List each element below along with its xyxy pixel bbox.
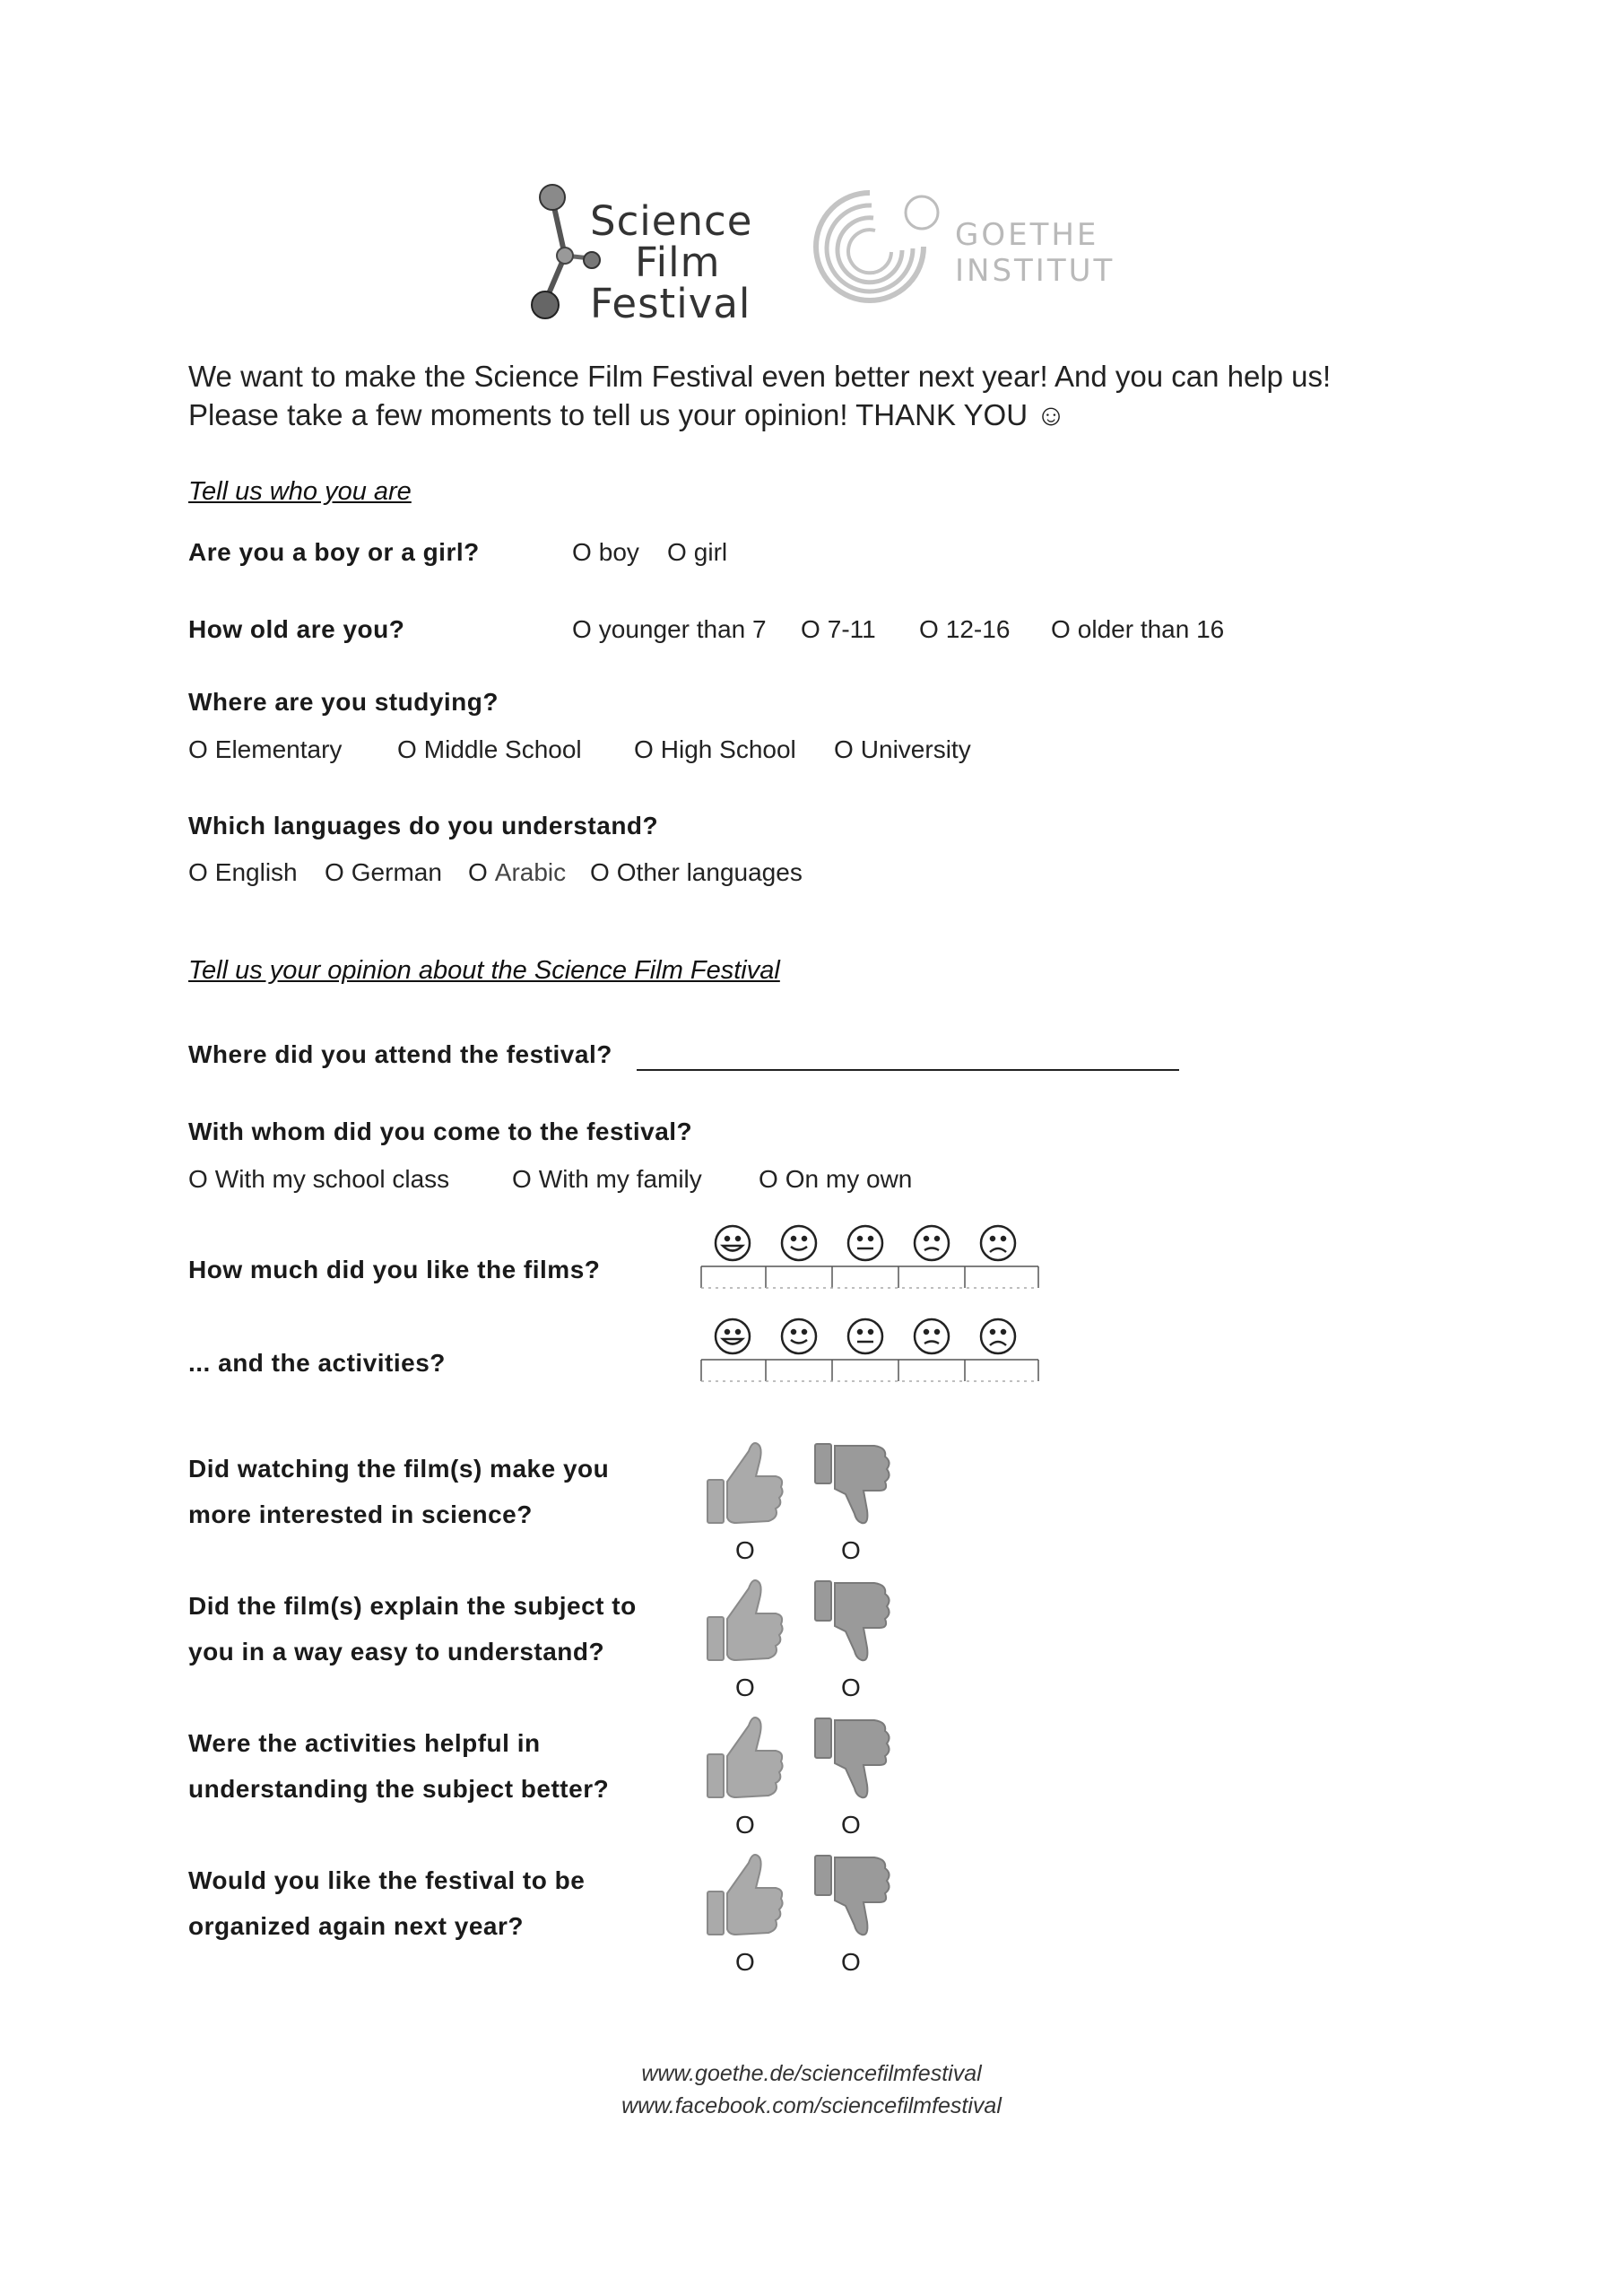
no-radio-circle[interactable]: O	[841, 1811, 861, 1839]
section-heading-opinion: Tell us your opinion about the Science Film Festival	[188, 956, 780, 985]
intro-text	[188, 357, 1331, 434]
thumbs-up-icon	[704, 1435, 785, 1534]
logo-word-science: Science	[590, 197, 753, 245]
option-english[interactable]	[188, 858, 298, 887]
option-label: younger than 7	[598, 615, 767, 643]
very-sad-face-icon	[981, 1319, 1015, 1353]
sad-face-icon	[915, 1319, 949, 1353]
section-heading-who: Tell us who you are	[188, 477, 412, 506]
films-smiley-scale	[699, 1222, 1040, 1293]
option-high-school[interactable]	[634, 735, 796, 764]
neutral-face-icon	[848, 1319, 882, 1353]
thumbs-down-icon	[812, 1572, 892, 1671]
goethe-arcs-icon	[807, 184, 950, 327]
radio-circle[interactable]: O	[572, 538, 592, 566]
option-label: High School	[660, 735, 796, 763]
footer-url-facebook[interactable]: www.facebook.com/sciencefilmfestival	[621, 2093, 1002, 2118]
radio-circle[interactable]: O	[397, 735, 417, 763]
option-girl[interactable]	[667, 538, 727, 567]
option-elementary[interactable]	[188, 735, 342, 764]
yes-radio-circle[interactable]: O	[735, 1536, 755, 1564]
happy-face-icon	[782, 1226, 816, 1260]
question-yesno-2	[188, 1583, 637, 1674]
logo-word-film: Film	[635, 239, 721, 286]
option-label: English	[214, 858, 298, 886]
thumbs-down-icon	[812, 1709, 892, 1808]
very-happy-face-icon	[716, 1319, 750, 1353]
option-label: Arabic	[494, 858, 567, 886]
checkbox-circle[interactable]: O	[188, 858, 208, 886]
happy-face-icon	[782, 1319, 816, 1353]
radio-circle[interactable]: O	[1051, 615, 1071, 643]
question-line: you in a way easy to understand?	[188, 1638, 605, 1665]
option-other-languages[interactable]	[590, 858, 803, 887]
rating-tick-bar	[701, 1266, 1038, 1288]
option-label: Middle School	[423, 735, 582, 763]
option-label: 7-11	[827, 615, 876, 643]
option-boy[interactable]	[572, 538, 639, 567]
question-films-rating: How much did you like the films?	[188, 1256, 601, 1283]
smiley-scale-faces	[699, 1315, 1040, 1387]
question-line: more interested in science?	[188, 1500, 533, 1528]
neutral-face-icon	[848, 1226, 882, 1260]
option-label: girl	[693, 538, 728, 566]
yes-radio-circle[interactable]: O	[735, 1674, 755, 1701]
where-attend-answer-line[interactable]	[637, 1069, 1179, 1071]
option-label: University	[860, 735, 971, 763]
radio-circle[interactable]: O	[834, 735, 854, 763]
option-on-my-own[interactable]	[759, 1165, 912, 1194]
option-middle-school[interactable]	[397, 735, 582, 764]
question-line: Would you like the festival to be	[188, 1866, 586, 1894]
option-label: Elementary	[214, 735, 343, 763]
logo-word-festival: Festival	[590, 280, 751, 327]
footer-url-goethe[interactable]: www.goethe.de/sciencefilmfestival	[641, 2061, 982, 2086]
radio-circle[interactable]: O	[188, 1165, 208, 1193]
checkbox-circle[interactable]: O	[325, 858, 344, 886]
question-line: Did watching the film(s) make you	[188, 1455, 610, 1483]
question-line: Were the activities helpful in	[188, 1729, 541, 1757]
radio-circle[interactable]: O	[512, 1165, 532, 1193]
thumbs-up-icon	[704, 1572, 785, 1671]
sad-face-icon	[915, 1226, 949, 1260]
yes-radio-circle[interactable]: O	[735, 1811, 755, 1839]
radio-circle[interactable]: O	[801, 615, 820, 643]
option-university[interactable]	[834, 735, 971, 764]
option-label: Other languages	[616, 858, 803, 886]
radio-circle[interactable]: O	[759, 1165, 778, 1193]
question-where-attend: Where did you attend the festival?	[188, 1040, 612, 1068]
option-family[interactable]	[512, 1165, 702, 1194]
smiley-scale-faces	[699, 1222, 1040, 1293]
very-sad-face-icon	[981, 1226, 1015, 1260]
question-yesno-4	[188, 1857, 585, 1949]
radio-circle[interactable]: O	[919, 615, 939, 643]
option-label: With my family	[538, 1165, 702, 1193]
option-age-younger-than-7[interactable]	[572, 615, 767, 644]
option-label: On my own	[785, 1165, 913, 1193]
intro-line-2: Please take a few moments to tell us your opinion! THANK YOU ☺	[188, 398, 1066, 431]
question-languages: Which languages do you understand?	[188, 812, 659, 839]
radio-circle[interactable]: O	[634, 735, 654, 763]
very-happy-face-icon	[716, 1226, 750, 1260]
question-line: organized again next year?	[188, 1912, 524, 1940]
option-age-12-16[interactable]	[919, 615, 1010, 644]
science-film-festival-logo	[529, 179, 753, 332]
question-line: understanding the subject better?	[188, 1775, 610, 1803]
checkbox-circle[interactable]: O	[590, 858, 610, 886]
option-arabic[interactable]	[468, 858, 566, 887]
radio-circle[interactable]: O	[667, 538, 687, 566]
radio-circle[interactable]: O	[188, 735, 208, 763]
institut-word: INSTITUT	[955, 253, 1115, 289]
intro-line-1: We want to make the Science Film Festival even better next year! And you can help us!	[188, 360, 1332, 393]
checkbox-circle[interactable]: O	[468, 858, 488, 886]
option-german[interactable]	[325, 858, 442, 887]
question-age: How old are you?	[188, 615, 405, 643]
no-radio-circle[interactable]: O	[841, 1948, 861, 1976]
question-activities-rating: ... and the activities?	[188, 1349, 446, 1377]
question-yesno-1	[188, 1446, 609, 1537]
question-gender: Are you a boy or a girl?	[188, 538, 480, 566]
question-study: Where are you studying?	[188, 688, 499, 716]
option-label: older than 16	[1077, 615, 1225, 643]
yes-radio-circle[interactable]: O	[735, 1948, 755, 1976]
activities-smiley-scale	[699, 1315, 1040, 1387]
option-label: German	[351, 858, 442, 886]
no-radio-circle[interactable]: O	[841, 1674, 861, 1701]
option-label: boy	[598, 538, 639, 566]
goethe-institut-logo	[807, 184, 1115, 327]
question-with-whom: With whom did you come to the festival?	[188, 1118, 693, 1145]
no-radio-circle[interactable]: O	[841, 1536, 861, 1564]
option-label: With my school class	[214, 1165, 450, 1193]
question-line: Did the film(s) explain the subject to	[188, 1592, 637, 1620]
thumbs-down-icon	[812, 1847, 892, 1945]
question-yesno-3	[188, 1720, 609, 1812]
goethe-word: GOETHE	[955, 217, 1099, 253]
thumbs-up-icon	[704, 1847, 785, 1945]
option-school-class[interactable]	[188, 1165, 449, 1194]
thumbs-up-icon	[704, 1709, 785, 1808]
option-label: 12-16	[945, 615, 1011, 643]
option-age-7-11[interactable]	[801, 615, 876, 644]
radio-circle[interactable]: O	[572, 615, 592, 643]
option-age-older-than-16[interactable]	[1051, 615, 1224, 644]
rating-tick-bar	[701, 1360, 1038, 1381]
thumbs-down-icon	[812, 1435, 892, 1534]
